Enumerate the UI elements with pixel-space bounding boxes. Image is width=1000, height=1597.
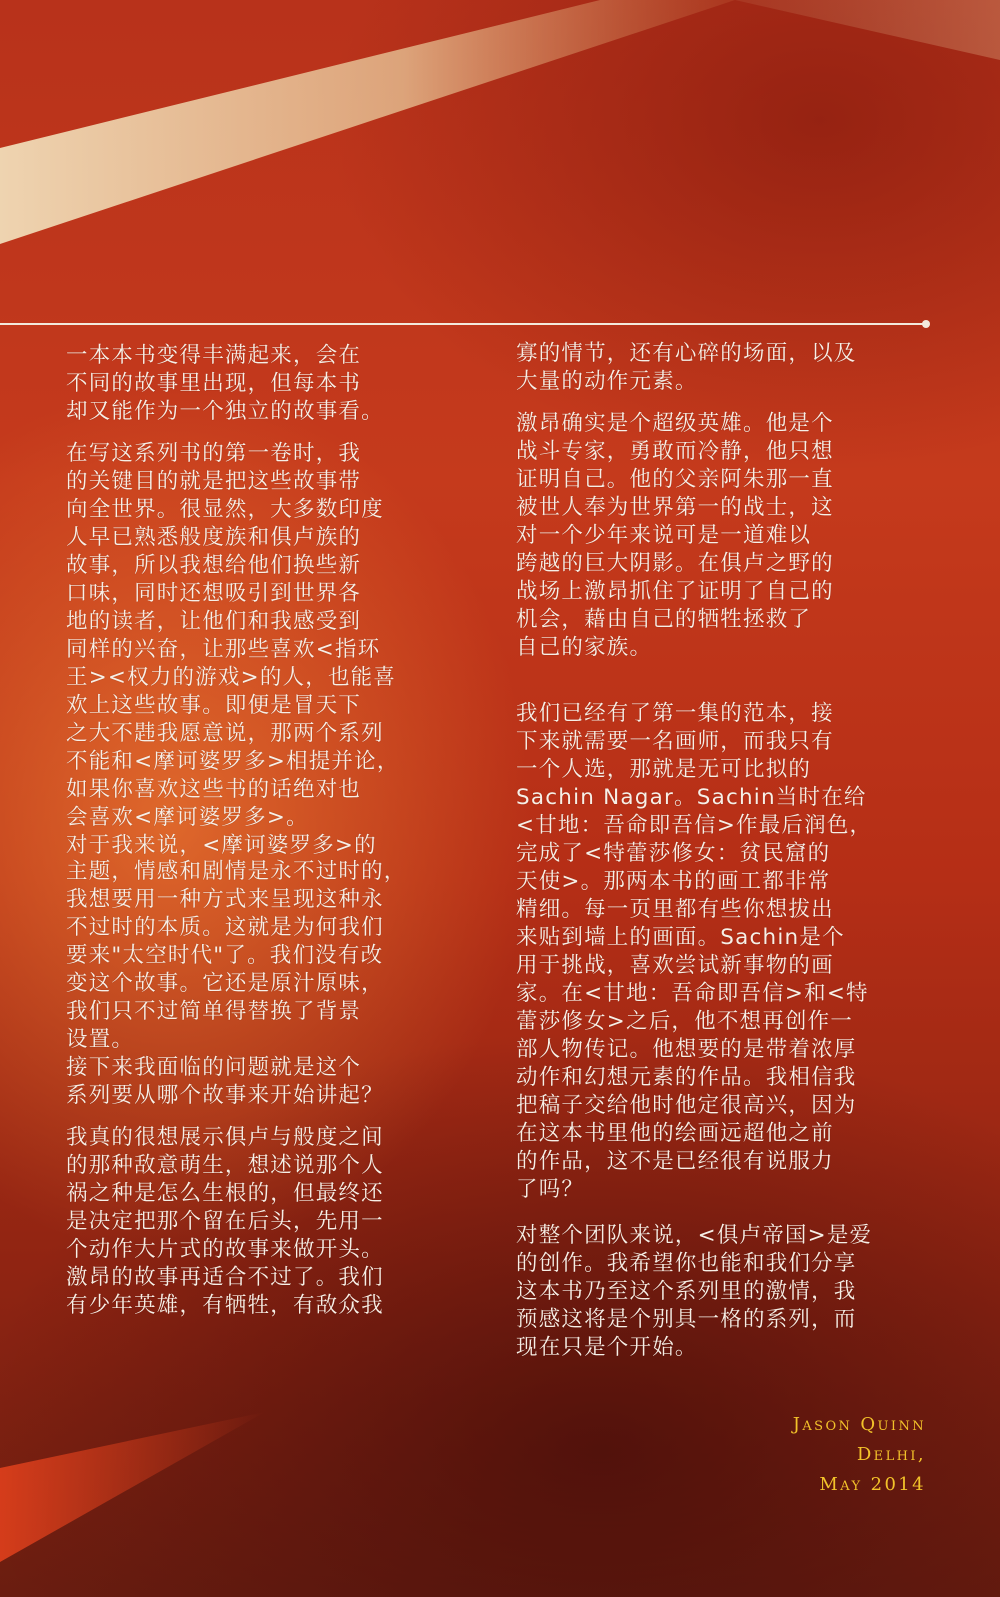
text-line: 的那种敌意萌生，想述说那个人 xyxy=(66,1153,384,1178)
text-line: 对一个少年来说可是一道难以 xyxy=(516,523,812,548)
text-line: 人早已熟悉般度族和俱卢族的 xyxy=(66,525,362,550)
text-line: 战斗专家，勇敢而冷静，他只想 xyxy=(516,439,834,464)
text-line: 向全世界。很显然，大多数印度 xyxy=(66,497,384,522)
text-line: 天使>。那两本书的画工都非常 xyxy=(516,869,831,894)
text-line: 战场上激昂抓住了证明了自己的 xyxy=(516,579,834,604)
text-line: 王><权力的游戏>的人，也能喜 xyxy=(66,665,397,690)
text-line: 蕾莎修女>之后，他不想再创作一 xyxy=(516,1009,854,1034)
text-line: 我们已经有了第一集的范本，接 xyxy=(516,701,834,726)
text-line: 下来就需要一名画师，而我只有 xyxy=(516,729,834,754)
text-line: 我真的很想展示俱卢与般度之间 xyxy=(66,1125,384,1150)
text-line: 预感这将是个别具一格的系列，而 xyxy=(516,1307,857,1332)
text-line: 个动作大片式的故事来做开头。 xyxy=(66,1237,384,1262)
author-name: Jason Quinn xyxy=(792,1414,926,1435)
text-line: 用于挑战，喜欢尝试新事物的画 xyxy=(516,953,834,978)
text-line: 的创作。我希望你也能和我们分享 xyxy=(516,1251,857,1276)
text-line: 了吗？ xyxy=(516,1177,585,1202)
text-line: 这本书乃至这个系列里的激情，我 xyxy=(516,1279,857,1304)
text-line: 主题，情感和剧情是永不过时的， xyxy=(66,859,407,884)
text-line: 要来"太空时代"了。我们没有改 xyxy=(66,943,384,968)
text-line: 证明自己。他的父亲阿朱那一直 xyxy=(516,467,834,492)
text-line: 却又能作为一个独立的故事看。 xyxy=(66,399,384,424)
text-line: 系列要从哪个故事来开始讲起？ xyxy=(66,1083,384,1108)
text-line: 现在只是个开始。 xyxy=(516,1335,698,1360)
text-line: Sachin Nagar。Sachin当时在给 xyxy=(516,785,867,810)
text-line: 我们只不过简单得替换了背景 xyxy=(66,999,362,1024)
text-line: 设置。 xyxy=(66,1027,135,1052)
text-line: 如果你喜欢这些书的话绝对也 xyxy=(66,777,362,802)
divider-endpoint xyxy=(922,320,930,328)
author-signature xyxy=(793,1410,926,1500)
text-line: 祸之种是怎么生根的，但最终还 xyxy=(66,1181,384,1206)
text-line: 大量的动作元素。 xyxy=(516,369,698,394)
text-line: 被世人奉为世界第一的战士，这 xyxy=(516,495,834,520)
text-line: 不能和<摩诃婆罗多>相提并论， xyxy=(66,749,400,774)
text-line: 不同的故事里出现，但每本书 xyxy=(66,371,362,396)
text-line: 激昂确实是个超级英雄。他是个 xyxy=(516,411,834,436)
text-line: 接下来我面临的问题就是这个 xyxy=(66,1055,362,1080)
text-line: 是决定把那个留在后头，先用一 xyxy=(66,1209,384,1234)
text-line: 的作品，这不是已经很有说服力 xyxy=(516,1149,834,1174)
text-line: 部人物传记。他想要的是带着浓厚 xyxy=(516,1037,857,1062)
text-line: 不过时的本质。这就是为何我们 xyxy=(66,915,384,940)
text-line: 地的读者，让他们和我感受到 xyxy=(66,609,362,634)
text-line: 的关键目的就是把这些故事带 xyxy=(66,469,362,494)
text-line: 我想要用一种方式来呈现这种永 xyxy=(66,887,384,912)
text-line: 来贴到墙上的画面。Sachin是个 xyxy=(516,925,845,950)
text-line: 机会，藉由自己的牺牲拯救了 xyxy=(516,607,812,632)
text-line: 之大不韪我愿意说，那两个系列 xyxy=(66,721,384,746)
divider-line xyxy=(0,323,926,325)
text-line: 动作和幻想元素的作品。我相信我 xyxy=(516,1065,857,1090)
text-line: 对整个团队来说，<俱卢帝国>是爱 xyxy=(516,1223,873,1248)
text-line: 一本本书变得丰满起来，会在 xyxy=(66,343,362,368)
text-line: 欢上这些故事。即便是冒天下 xyxy=(66,693,362,718)
text-line: 精细。每一页里都有些你想拔出 xyxy=(516,897,834,922)
text-line: 一个人选，那就是无可比拟的 xyxy=(516,757,812,782)
text-line: 有少年英雄，有牺牲，有敌众我 xyxy=(66,1293,384,1318)
text-line: 在写这系列书的第一卷时，我 xyxy=(66,441,362,466)
text-line: 口味，同时还想吸引到世界各 xyxy=(66,581,362,606)
text-line: 会喜欢<摩诃婆罗多>。 xyxy=(66,805,309,830)
author-date: May 2014 xyxy=(819,1474,926,1495)
text-line: 故事，所以我想给他们换些新 xyxy=(66,553,362,578)
text-line: 变这个故事。它还是原汁原味， xyxy=(66,971,384,996)
text-line: 在这本书里他的绘画远超他之前 xyxy=(516,1121,834,1146)
text-line: <甘地：吾命即吾信>作最后润色， xyxy=(516,813,873,838)
text-line: 跨越的巨大阴影。在俱卢之野的 xyxy=(516,551,834,576)
text-line: 完成了<特蕾莎修女：贫民窟的 xyxy=(516,841,831,866)
text-line: 寡的情节，还有心碎的场面，以及 xyxy=(516,341,857,366)
text-line: 家。在<甘地：吾命即吾信>和<特 xyxy=(516,981,869,1006)
text-line: 同样的兴奋，让那些喜欢<指环 xyxy=(66,637,381,662)
text-line: 激昂的故事再适合不过了。我们 xyxy=(66,1265,384,1290)
text-line: 自己的家族。 xyxy=(516,635,653,660)
text-line: 把稿子交给他时他定很高兴，因为 xyxy=(516,1093,857,1118)
author-place: Delhi, xyxy=(856,1444,926,1465)
text-line: 对于我来说，<摩诃婆罗多>的 xyxy=(66,833,377,858)
